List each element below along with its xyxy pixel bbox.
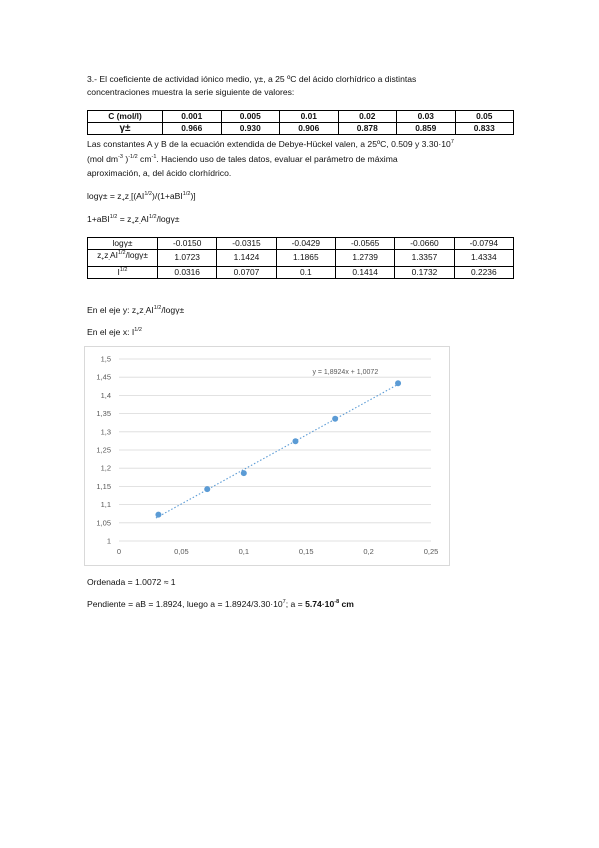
x-tick-label: 0,2: [363, 547, 374, 556]
y-tick-label: 1,3: [100, 427, 111, 437]
table-cell: 0.005: [221, 111, 280, 123]
data-point: [241, 470, 247, 476]
y-tick-label: 1,1: [100, 500, 111, 510]
table-cell: 0.930: [221, 123, 280, 135]
data-point: [155, 512, 161, 518]
table-cell: -0.0565: [335, 238, 394, 250]
problem-statement-line2: concentraciones muestra la serie siguiente de valores:: [87, 87, 295, 97]
table-cell: 0.0316: [158, 266, 217, 278]
data-table-gamma: [87, 110, 514, 135]
table-row: [88, 123, 514, 135]
table-cell: 0.02: [338, 111, 397, 123]
table-cell: 0.001: [163, 111, 222, 123]
x-tick-label: 0,25: [423, 547, 439, 556]
y-tick-label: 1,25: [96, 445, 111, 455]
x-tick-label: 0,15: [298, 547, 314, 556]
table-cell: -0.0660: [395, 238, 454, 250]
y-tick-label: 1,45: [96, 372, 111, 382]
trendline-equation: y = 1,8924x + 1,0072: [312, 368, 379, 376]
formula-linearized: $1+aBI^{1/2} = z_+z_-AI^{1/2}/\log\gamma\pm$: [87, 214, 180, 227]
table-row: [88, 238, 514, 250]
problem-statement-line1: 3.- El coeficiente de actividad iónico medio, γ±, a 25 ºC del ácido clorhídrico a distintas: [87, 74, 417, 84]
table-row: [88, 266, 514, 278]
y-axis-description: En el eje y: $z_+z_-AI^{1/2}/\log\gamma\pm$: [87, 305, 185, 318]
table-cell: 0.1: [276, 266, 335, 278]
table-cell: 0.0707: [217, 266, 276, 278]
x-axis-description: En el eje x: $I^{1/2}$: [87, 327, 142, 337]
table-cell: 1.2739: [335, 250, 394, 267]
table-cell: -0.0429: [276, 238, 335, 250]
table-cell: 0.878: [338, 123, 397, 135]
table-cell: γ±: [88, 123, 163, 135]
table-cell: C (mol/l): [88, 111, 163, 123]
table-cell: 0.859: [397, 123, 456, 135]
data-point: [204, 486, 210, 492]
y-tick-label: 1,15: [96, 481, 111, 491]
table-cell: -0.0794: [454, 238, 513, 250]
table-cell: -0.0150: [158, 238, 217, 250]
table-cell: $I^{1/2}$: [88, 266, 158, 278]
table-cell: logγ±: [88, 238, 158, 250]
x-tick-label: 0,05: [174, 547, 189, 556]
table-cell: 1.1865: [276, 250, 335, 267]
table-cell: -0.0315: [217, 238, 276, 250]
table-cell: 0.03: [397, 111, 456, 123]
data-point: [332, 416, 338, 422]
y-tick-label: 1: [106, 536, 111, 546]
intercept-result: Ordenada = 1.0072 ≈ 1: [87, 577, 176, 587]
scatter-chart: [84, 346, 450, 566]
slope-result: Pendiente = aB = 1.8924, luego $a = 1.8924/3.30\cdot 10^7$; $a = 5.74\cdot 10^{-8}$ cm: [87, 599, 354, 609]
x-tick-label: 0,1: [238, 547, 250, 556]
paragraph-line2: (mol $dm^{-3}$ )$^{-1/2}$ $cm^{-1}$. Haciendo uso de tales datos, evaluar el parámetro de máxima: [87, 154, 398, 164]
y-tick-label: 1,2: [100, 463, 111, 473]
formula-debye-huckel: $\log\gamma\pm = z_+z_-[(AI^{1/2})/(1+aBI^{1/2})]$: [87, 191, 196, 204]
table-row: [88, 250, 514, 267]
table-cell: 0.01: [280, 111, 339, 123]
trendline: [156, 383, 401, 518]
table-row: [88, 111, 514, 123]
data-table-linearized: [87, 237, 514, 279]
x-tick-label: 0: [116, 547, 122, 556]
table-cell: 0.05: [455, 111, 514, 123]
table-cell: 0.1732: [395, 266, 454, 278]
table-cell: 1.1424: [217, 250, 276, 267]
table-cell: 0.1414: [335, 266, 394, 278]
table-cell: $z_+z_-AI^{1/2}/\log\gamma\pm$: [88, 250, 158, 267]
y-tick-label: 1,4: [100, 390, 111, 400]
table-cell: 1.3357: [395, 250, 454, 267]
table-cell: 1.4334: [454, 250, 513, 267]
y-tick-label: 1,35: [96, 409, 111, 419]
table-cell: 0.906: [280, 123, 339, 135]
table-cell: 0.833: [455, 123, 514, 135]
data-point: [395, 380, 401, 386]
data-point: [292, 438, 298, 444]
y-tick-label: 1,5: [100, 354, 111, 364]
paragraph-line3: aproximación, a, del ácido clorhídrico.: [87, 168, 232, 178]
table-cell: 0.2236: [454, 266, 513, 278]
table-cell: 1.0723: [158, 250, 217, 267]
chart-svg: [85, 347, 449, 565]
paragraph-line1: Las constantes A y B de la ecuación extendida de Debye-Hückel valen, a 25ºC, 0.509 y $3.30\cdot 10^7$: [87, 139, 454, 149]
table-cell: 0.966: [163, 123, 222, 135]
y-tick-label: 1,05: [96, 518, 111, 528]
